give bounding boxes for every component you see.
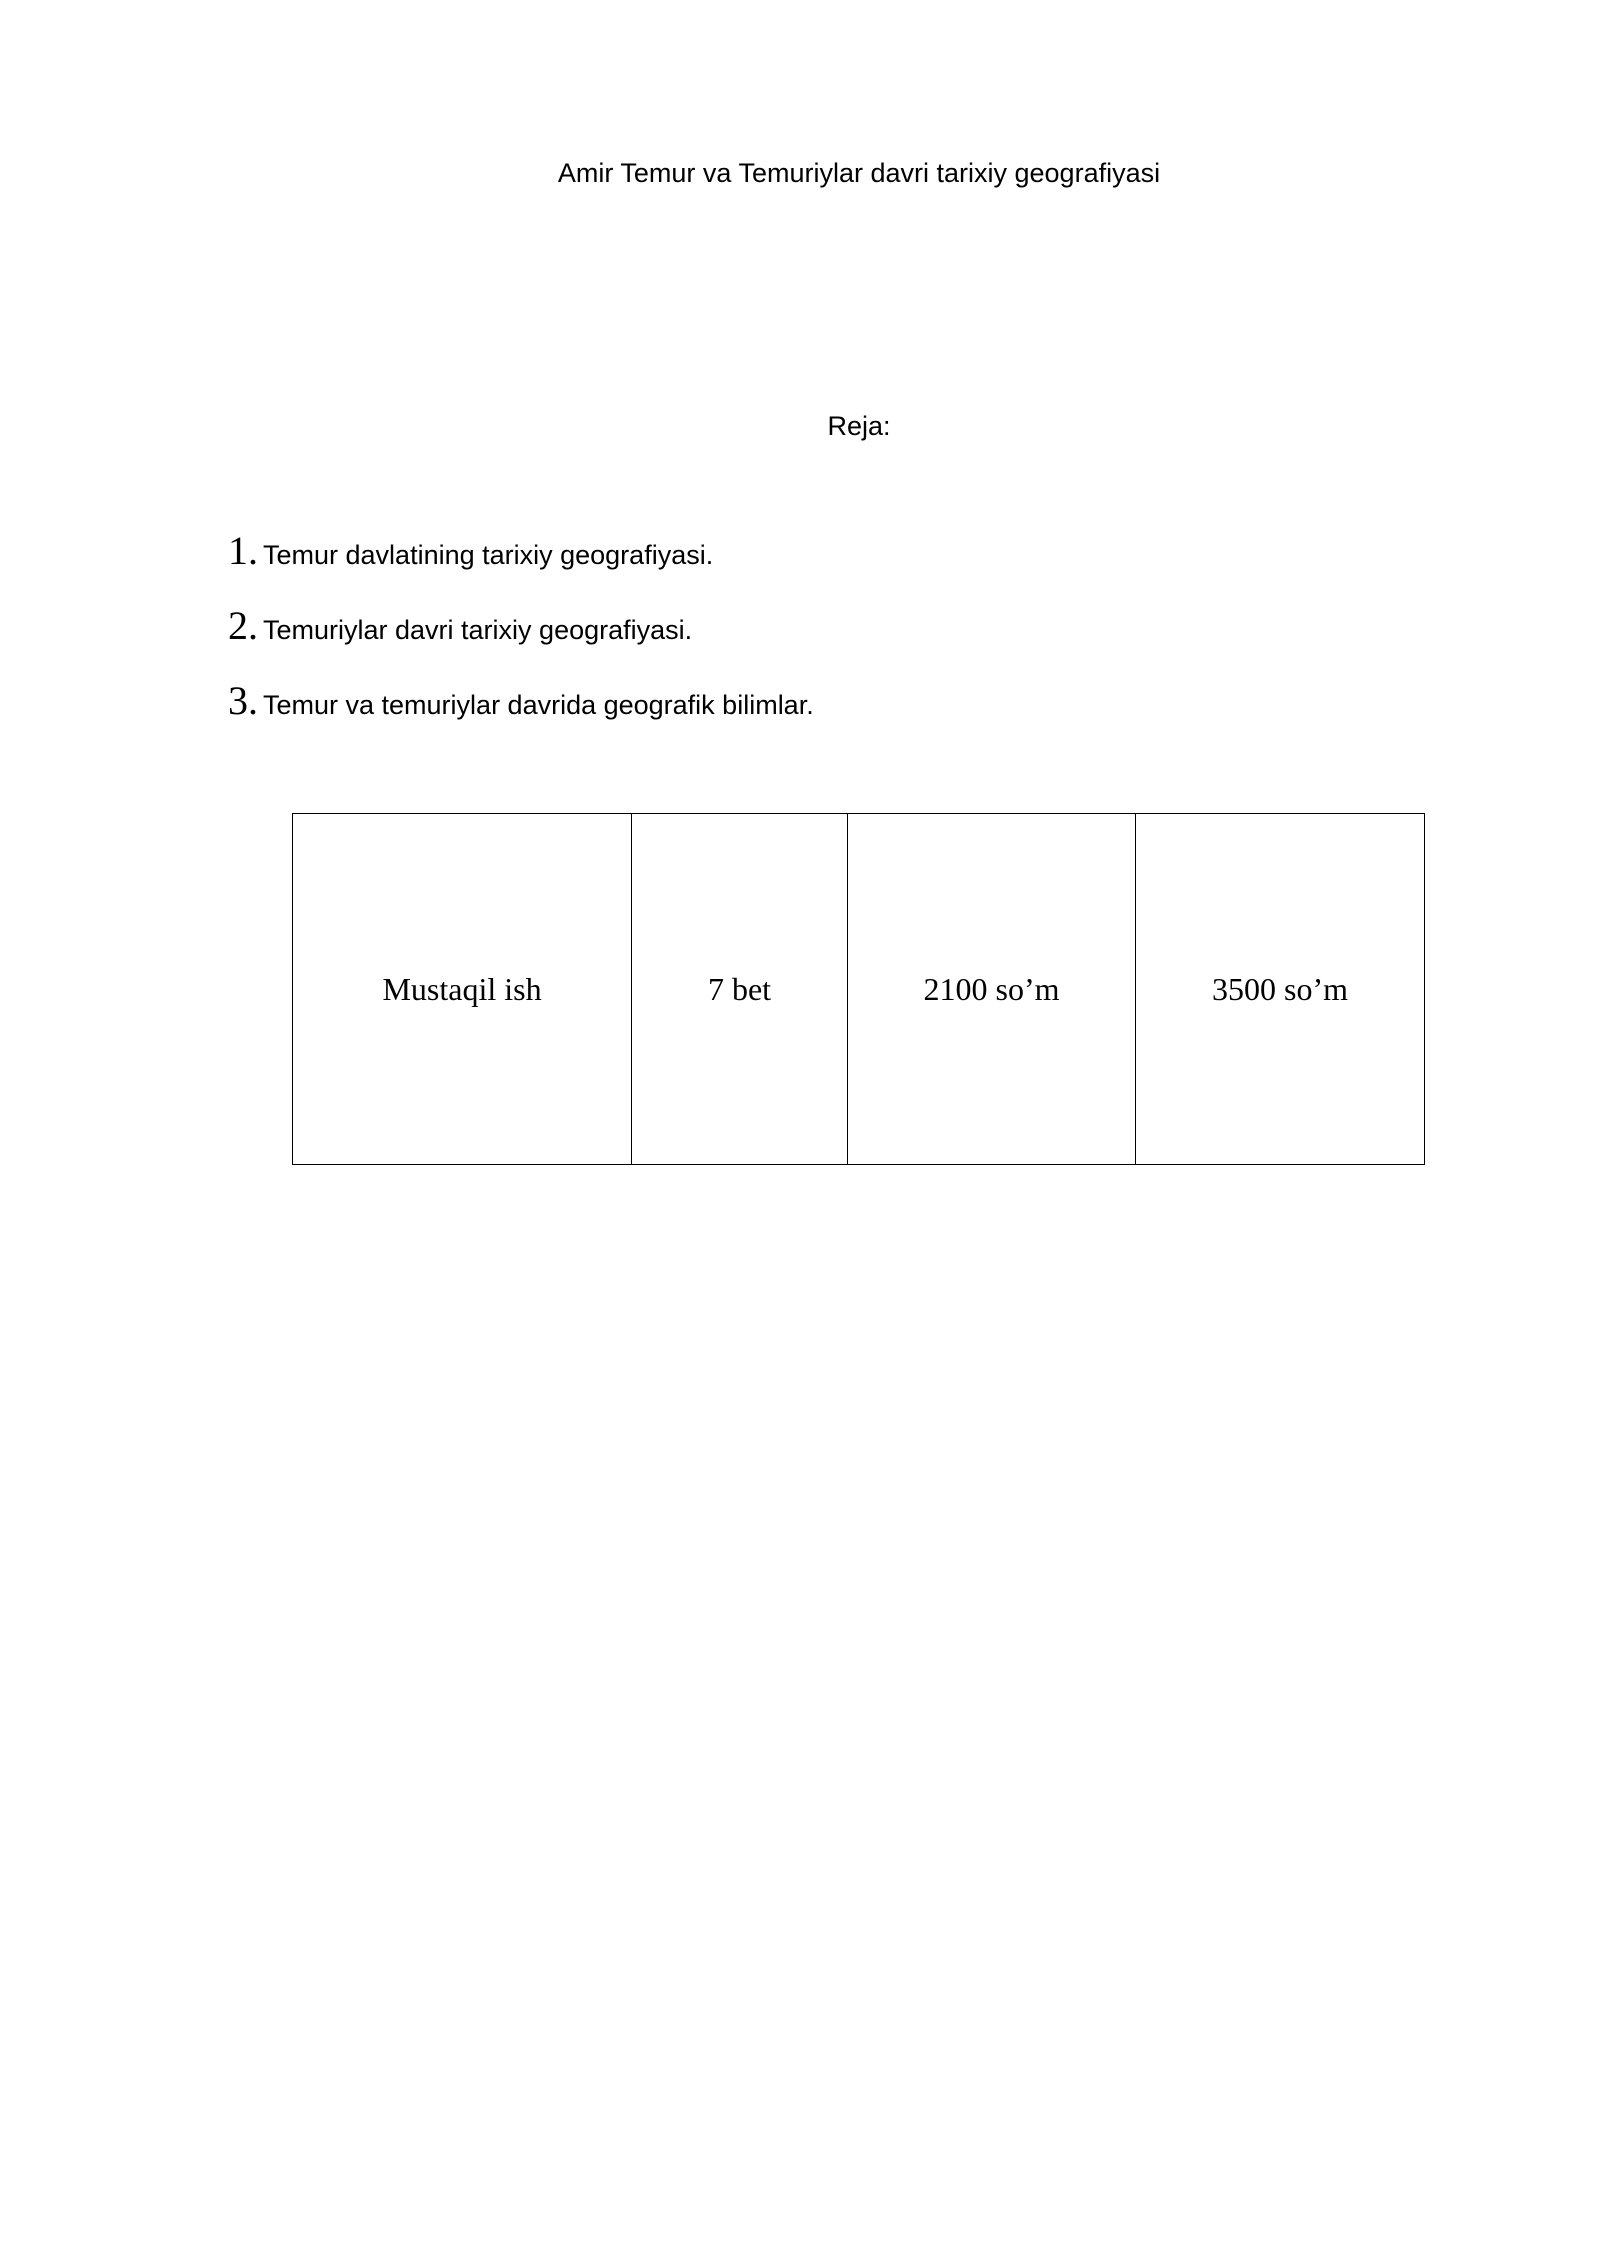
plan-item-number: 1. xyxy=(228,528,258,573)
price-cell: 3500 so’m xyxy=(1136,814,1425,1165)
plan-item-number: 2. xyxy=(228,603,258,648)
price-table xyxy=(292,813,1425,1165)
plan-item-text: Temuriylar davri tarixiy geografiyasi. xyxy=(263,615,693,645)
table-row xyxy=(293,814,1425,1165)
plan-item xyxy=(228,528,814,603)
plan-item xyxy=(228,603,814,678)
page-count-cell: 7 bet xyxy=(632,814,848,1165)
plan-item-text: Temur davlatining tarixiy geografiyasi. xyxy=(263,540,714,570)
plan-list xyxy=(228,528,814,753)
plan-item-text: Temur va temuriylar davrida geografik bilimlar. xyxy=(263,690,814,720)
plan-heading: Reja: xyxy=(827,411,891,441)
price-cell: 2100 so’m xyxy=(848,814,1136,1165)
plan-item-number: 3. xyxy=(228,678,258,723)
page-title: Amir Temur va Temuriylar davri tarixiy geografiyasi xyxy=(557,158,1161,188)
work-type-cell: Mustaqil ish xyxy=(293,814,632,1165)
plan-item xyxy=(228,678,814,753)
